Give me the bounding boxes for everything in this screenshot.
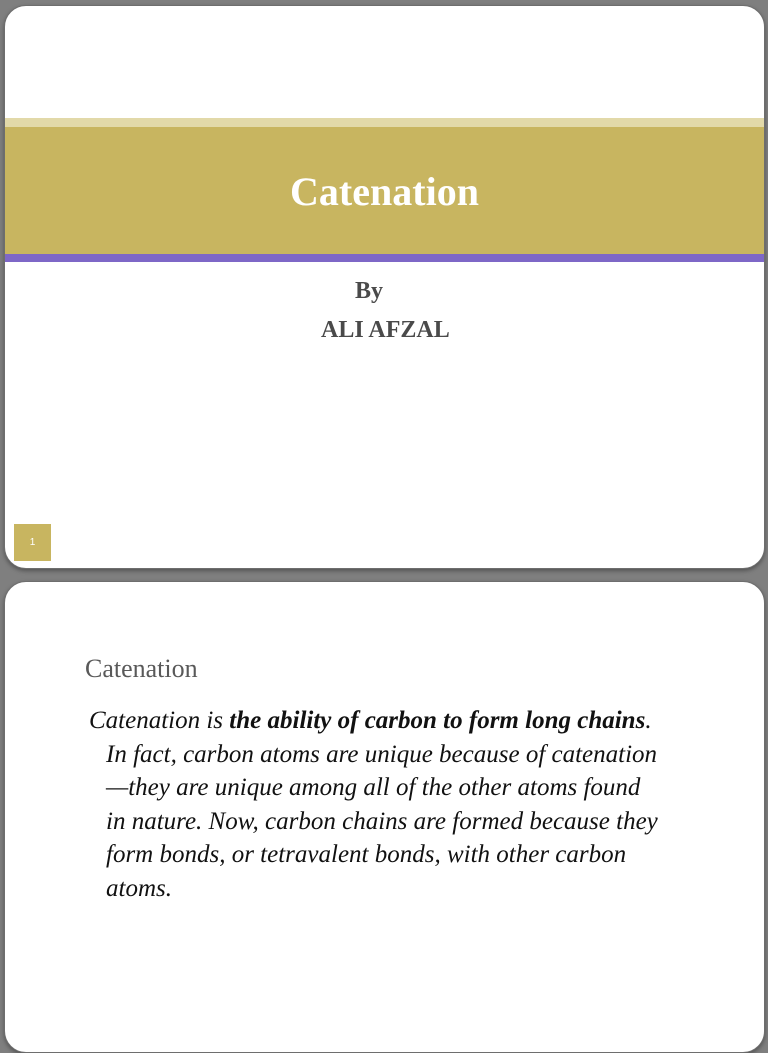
slide-title: Catenation [290,169,479,214]
bottom-accent-stripe [5,254,764,262]
body-line: In fact, carbon atoms are unique because of catenation [106,740,658,768]
author-name: ALI AFZAL [321,317,450,343]
body-line: atoms. [106,874,172,902]
body-line: in nature. Now, carbon chains are formed because they [106,807,658,835]
top-accent-stripe [5,118,764,127]
slide-heading: Catenation [85,654,198,683]
body-line: form bonds, or tetravalent bonds, with other carbon [106,841,627,868]
title-slide [4,5,765,569]
intro-end-text: . [645,707,652,734]
intro-bold-text: the ability of carbon to form long chains [229,707,646,734]
intro-plain-text: Catenation is [89,707,230,734]
slide-body-text [89,704,739,905]
content-slide [4,581,765,1053]
body-line-intro [89,704,739,738]
body-line: —they are unique among all of the other atoms found [106,774,641,801]
page-number-badge: 1 [14,524,51,561]
by-label: By [355,278,384,304]
